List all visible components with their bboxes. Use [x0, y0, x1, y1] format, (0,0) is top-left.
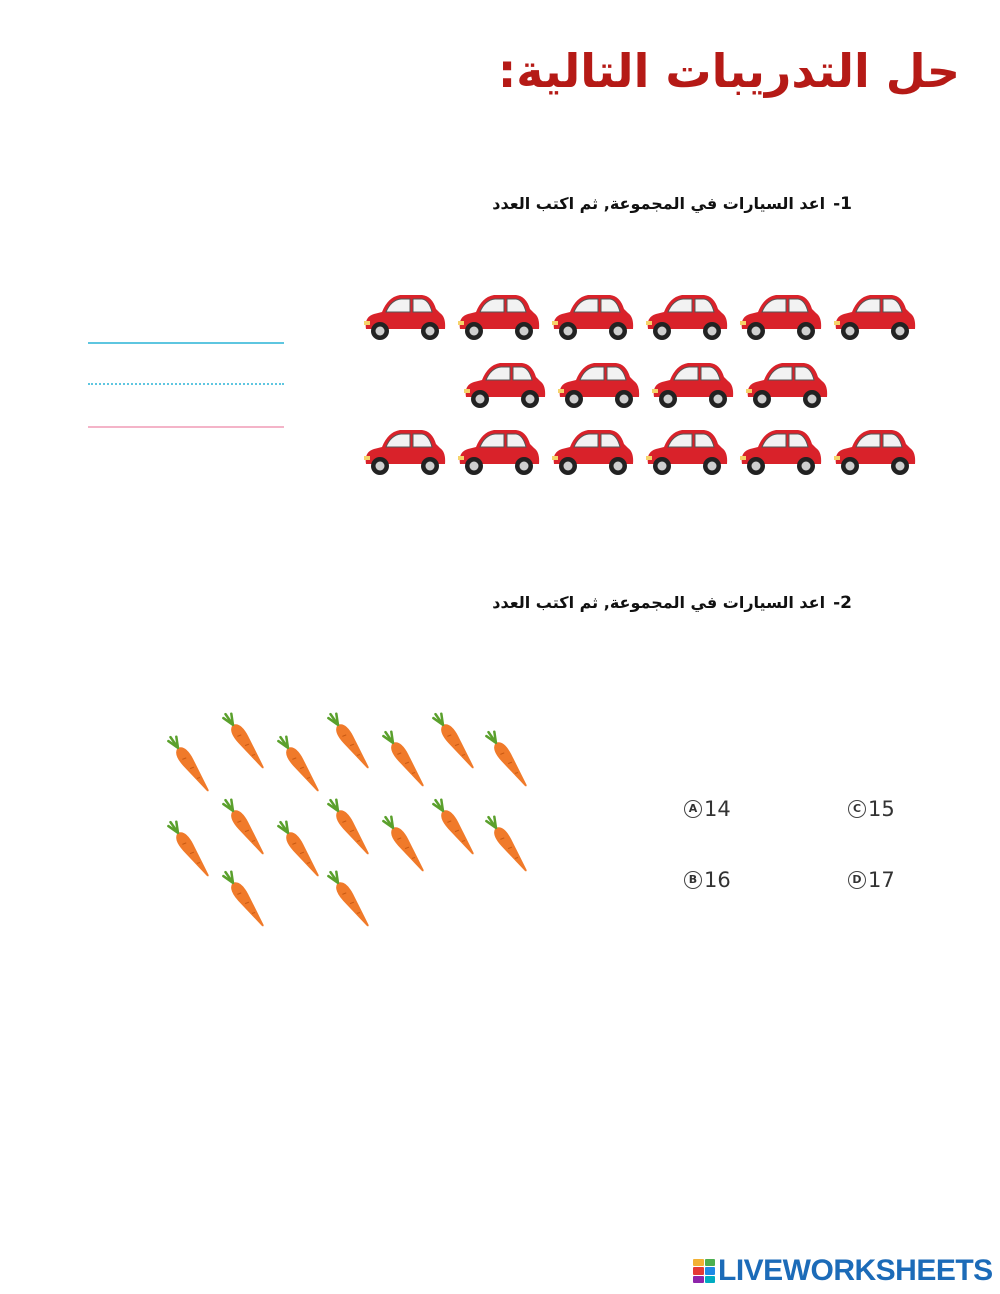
car-icon: [360, 287, 448, 345]
option-a-value: 14: [704, 797, 731, 821]
writing-line-bottom: [88, 426, 284, 428]
carrot-icon: [215, 793, 275, 863]
answer-writing-lines[interactable]: [88, 340, 284, 430]
page-title: حل التدريبات التالية:: [497, 44, 960, 98]
car-icon: [454, 422, 542, 480]
car-icon: [548, 422, 636, 480]
option-d-value: 17: [868, 868, 895, 892]
carrot-icon: [425, 707, 485, 777]
carrot-icon: [160, 730, 220, 800]
option-b[interactable]: [684, 868, 731, 892]
car-icon: [830, 422, 918, 480]
option-d-letter: D: [848, 871, 866, 889]
question-1: [492, 194, 852, 214]
option-c[interactable]: [848, 797, 895, 821]
car-icon: [642, 422, 730, 480]
car-icon: [830, 287, 918, 345]
carrot-icon: [320, 707, 380, 777]
brand-logo[interactable]: [693, 1254, 993, 1288]
car-icon: [736, 287, 824, 345]
option-a-letter: A: [684, 800, 702, 818]
carrot-icon: [160, 815, 220, 885]
carrot-icon: [478, 725, 538, 795]
option-c-letter: C: [848, 800, 866, 818]
question-2: [492, 593, 852, 613]
brand-name: LIVEWORKSHEETS: [718, 1254, 993, 1287]
question-1-number: 1-: [833, 194, 852, 214]
car-icon: [548, 287, 636, 345]
option-b-letter: B: [684, 871, 702, 889]
option-c-value: 15: [868, 797, 895, 821]
question-2-number: 2-: [833, 593, 852, 613]
car-icon: [736, 422, 824, 480]
writing-line-top: [88, 342, 284, 344]
car-icon: [454, 287, 542, 345]
car-group: [360, 285, 930, 485]
carrot-group: [160, 705, 550, 940]
answer-options: [680, 793, 940, 903]
question-2-text: اعد السيارات في المجموعة, ثم اكتب العدد: [492, 593, 826, 612]
carrot-icon: [320, 865, 380, 935]
carrot-icon: [215, 865, 275, 935]
writing-line-middle: [88, 383, 284, 385]
question-1-text: اعد السيارات في المجموعة, ثم اكتب العدد: [492, 194, 826, 213]
option-d[interactable]: [848, 868, 895, 892]
liveworksheets-icon: [693, 1259, 715, 1283]
carrot-icon: [425, 793, 485, 863]
option-a[interactable]: [684, 797, 731, 821]
car-icon: [460, 355, 548, 413]
carrot-icon: [215, 707, 275, 777]
car-icon: [554, 355, 642, 413]
option-b-value: 16: [704, 868, 731, 892]
car-icon: [642, 287, 730, 345]
car-icon: [360, 422, 448, 480]
car-icon: [742, 355, 830, 413]
carrot-icon: [320, 793, 380, 863]
car-icon: [648, 355, 736, 413]
carrot-icon: [478, 810, 538, 880]
